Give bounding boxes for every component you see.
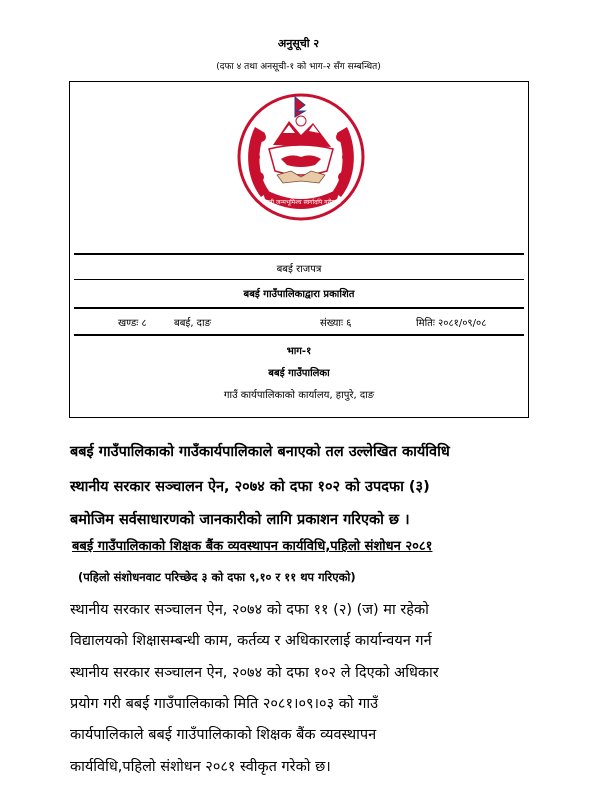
preamble-line: प्रयोग गरी बबई गाउँपालिकाको मिति २०८१।०९।०३ को गाउँ: [70, 696, 379, 712]
gazette-part: भाग-१: [286, 346, 312, 357]
gazette-name: बबई राजपत्र: [276, 264, 322, 275]
notice-line: स्थानीय सरकार सञ्चालन ऐन, २०७४ को दफा १०२ को उपदफा (३): [70, 479, 430, 495]
gazette-municipality: बबई गाउँपालिका: [268, 368, 330, 379]
divider: [74, 334, 524, 336]
gazette-place: बबई, दाङ: [174, 318, 211, 329]
schedule-title: अनुसूची २: [277, 37, 320, 50]
divider: [74, 307, 524, 309]
gazette-header-box: [69, 81, 529, 418]
preamble-line: स्थानीय सरकार सञ्चालन ऐन, २०७४ को दफा १०२ ले दिएको अधिकार: [70, 665, 439, 681]
gazette-publisher: बबई गाउँपालिकाद्वारा प्रकाशित: [243, 289, 355, 300]
amendment-note: (पहिलो संशोधनवाट परिच्छेद ३ को दफा ९,१० र ११ थप गरिएको): [78, 570, 356, 584]
gazette-volume: खण्डः ८: [118, 318, 147, 329]
gazette-date: मितिः २०८१/०९/०८: [416, 318, 487, 329]
divider: [74, 279, 524, 280]
notice-line: बबई गाउँपालिकाको गाउँकार्यपालिकाले बनाएको तल उल्लेखित कार्यविधि: [70, 444, 450, 460]
nepal-emblem-icon: [231, 87, 371, 227]
procedure-title: बबई गाउँपालिकाको शिक्षक बैंक व्यवस्थापन कार्यविधि,पहिलो संशोधन २०८१: [72, 539, 433, 554]
preamble-line: स्थानीय सरकार सञ्चालन ऐन, २०७४ को दफा ११ (२) (ज) मा रहेको: [70, 602, 429, 618]
schedule-subtitle: (दफा ४ तथा अनसूची-१ को भाग-२ सँग सम्बन्धित): [216, 62, 381, 72]
preamble-line: विद्यालयको शिक्षासम्बन्धी काम, कर्तव्य र अधिकारलाई कार्यान्वयन गर्न: [70, 633, 432, 649]
divider: [74, 253, 524, 255]
gazette-office: गाउँ कार्यपालिकाको कार्यालय, हापुरे, दाङ: [223, 390, 375, 401]
gazette-number: संख्याः ६: [320, 318, 352, 329]
preamble-line: कार्यपालिकाले बबई गाउँपालिकाको शिक्षक बैंक व्यवस्थापन: [70, 727, 377, 743]
emblem-motto: जननी जन्मभूमिश्च स्वर्गादपि गरीयसी: [261, 199, 341, 206]
notice-line: बमोजिम सर्वसाधारणको जानकारीको लागि प्रकाशन गरिएको छ ।: [70, 512, 410, 528]
preamble-line: कार्यविधि,पहिलो संशोधन २०८१ स्वीकृत गरेको छ।: [70, 759, 331, 775]
